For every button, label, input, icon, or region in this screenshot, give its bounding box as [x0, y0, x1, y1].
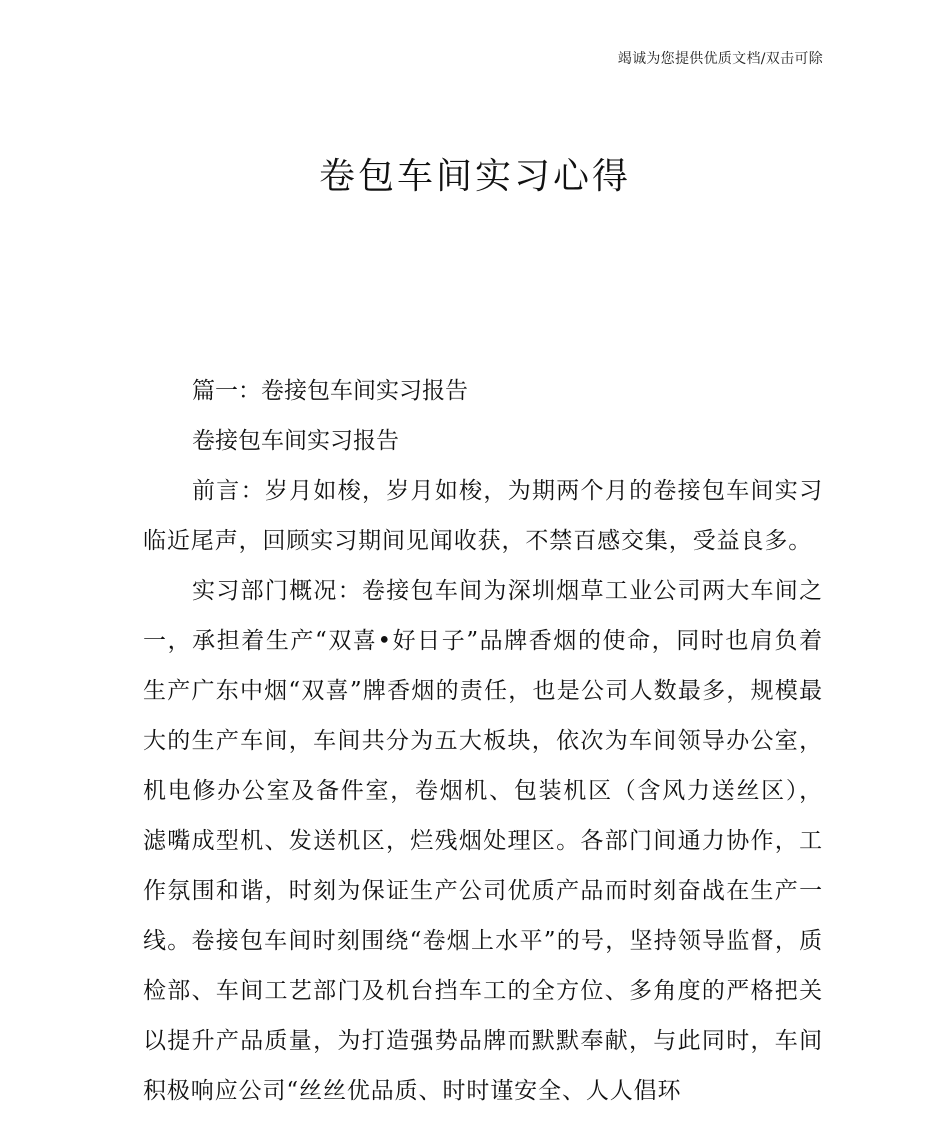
- document-title: 卷包车间实习心得: [318, 156, 631, 197]
- paragraph-department-overview: 实习部门概况：卷接包车间为深圳烟草工业公司两大车间之一，承担着生产“双喜•好日子”品牌香烟的使命，同时也肩负着生产广东中烟“双喜”牌香烟的责任，也是公司人数最多，规模最大的生产车间，车间共分为五大板块，依次为车间领导办公室，机电修办公室及备件室，卷烟机、包装机区（含风力送丝区），滤嘴成型机、发送机区，烂残烟处理区。各部门间通力协作，工作氛围和谐，时刻为保证生产公司优质产品而时刻奋战在生产一线。卷接包车间时刻围绕“卷烟上水平”的号，坚持领导监督，质检部、车间工艺部门及机台挡车工的全方位、多角度的严格把关以提升产品质量，为打造强势品牌而默默奉献，与此同时，车间积极响应公司“丝丝优品质、时时谨安全、人人倡环: [143, 578, 823, 1104]
- document-body: [143, 366, 823, 1116]
- report-subheading: 卷接包车间实习报告: [192, 428, 399, 454]
- paragraph-preface: 前言：岁月如梭，岁月如梭，为期两个月的卷接包车间实习临近尾声，回顾实习期间见闻收获，不禁百感交集，受益良多。: [143, 478, 823, 554]
- section-heading: 篇一：卷接包车间实习报告: [192, 378, 468, 404]
- header-note: 竭诚为您提供优质文档/双击可除: [617, 51, 823, 67]
